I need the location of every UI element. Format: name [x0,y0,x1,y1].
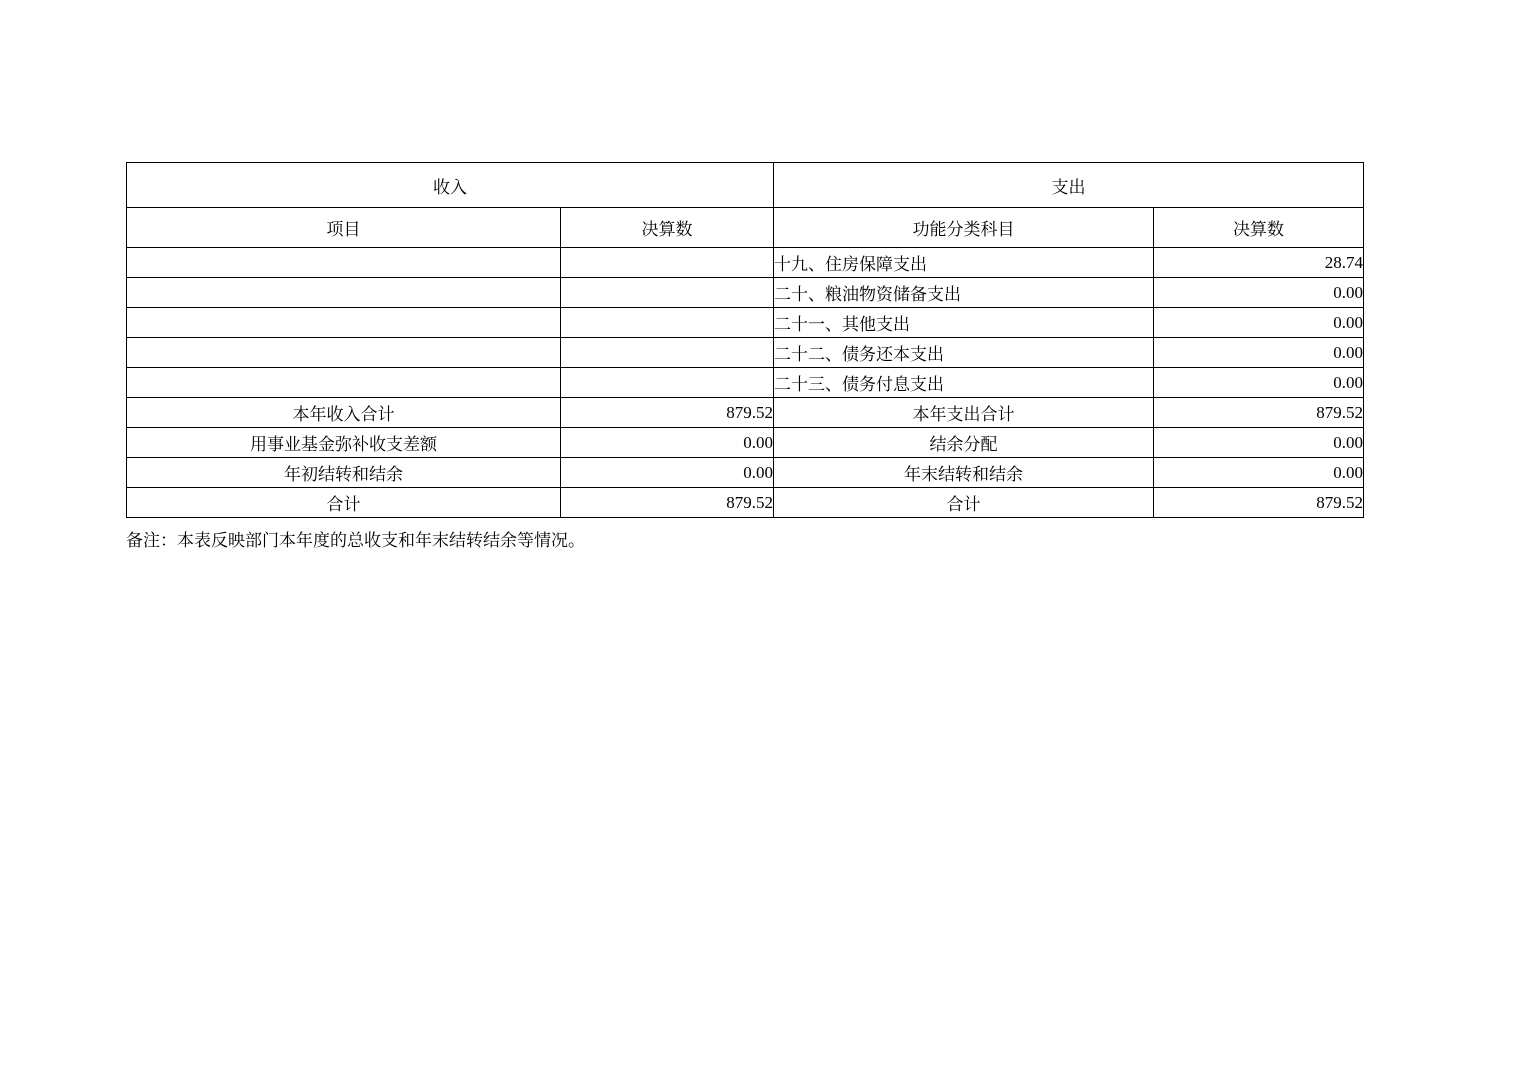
expense-amount-cell: 879.52 [1154,398,1364,428]
expense-amount-cell: 879.52 [1154,488,1364,518]
table-row [127,278,1364,308]
expense-amount-cell: 0.00 [1154,428,1364,458]
section-header-row [127,163,1364,208]
income-item-cell: 合计 [127,488,561,518]
summary-row-grand-total [127,488,1364,518]
income-item-cell: 用事业基金弥补收支差额 [127,428,561,458]
expense-item-cell: 本年支出合计 [774,398,1154,428]
income-item-cell [127,338,561,368]
income-amount-cell: 0.00 [561,458,774,488]
income-amount-cell: 879.52 [561,398,774,428]
summary-row-carryover [127,458,1364,488]
income-amount-cell [561,278,774,308]
income-amount-cell: 879.52 [561,488,774,518]
summary-row-total-income [127,398,1364,428]
summary-row-fund-adjustment [127,428,1364,458]
income-expense-summary-table [126,162,1364,518]
income-amount-cell [561,308,774,338]
income-item-cell [127,278,561,308]
income-item-cell: 年初结转和结余 [127,458,561,488]
expense-amount-cell: 0.00 [1154,278,1364,308]
expense-amount-cell: 0.00 [1154,308,1364,338]
table-row [127,248,1364,278]
income-item-cell [127,368,561,398]
expense-item-cell: 二十一、其他支出 [774,308,1154,338]
expense-amount-cell: 0.00 [1154,368,1364,398]
income-amount-cell [561,368,774,398]
expense-item-cell: 二十、粮油物资储备支出 [774,278,1154,308]
table-row [127,368,1364,398]
table-row [127,338,1364,368]
footnote: 备注：本表反映部门本年度的总收支和年末结转结余等情况。 [126,531,585,550]
income-amount-cell [561,248,774,278]
expense-item-cell: 年末结转和结余 [774,458,1154,488]
expense-section-header: 支出 [774,163,1364,208]
column-header-row [127,208,1364,248]
income-item-cell [127,308,561,338]
income-amount-cell: 0.00 [561,428,774,458]
table-row [127,308,1364,338]
income-section-header: 收入 [127,163,774,208]
expense-item-cell: 结余分配 [774,428,1154,458]
expense-amount-cell: 0.00 [1154,458,1364,488]
income-amount-cell [561,338,774,368]
expense-item-cell: 二十二、债务还本支出 [774,338,1154,368]
expense-item-cell: 二十三、债务付息支出 [774,368,1154,398]
expense-item-cell: 合计 [774,488,1154,518]
expense-amount-column-header: 决算数 [1154,208,1364,248]
income-item-cell [127,248,561,278]
income-item-column-header: 项目 [127,208,561,248]
expense-amount-cell: 0.00 [1154,338,1364,368]
income-item-cell: 本年收入合计 [127,398,561,428]
expense-item-cell: 十九、住房保障支出 [774,248,1154,278]
expense-amount-cell: 28.74 [1154,248,1364,278]
income-amount-column-header: 决算数 [561,208,774,248]
expense-item-column-header: 功能分类科目 [774,208,1154,248]
